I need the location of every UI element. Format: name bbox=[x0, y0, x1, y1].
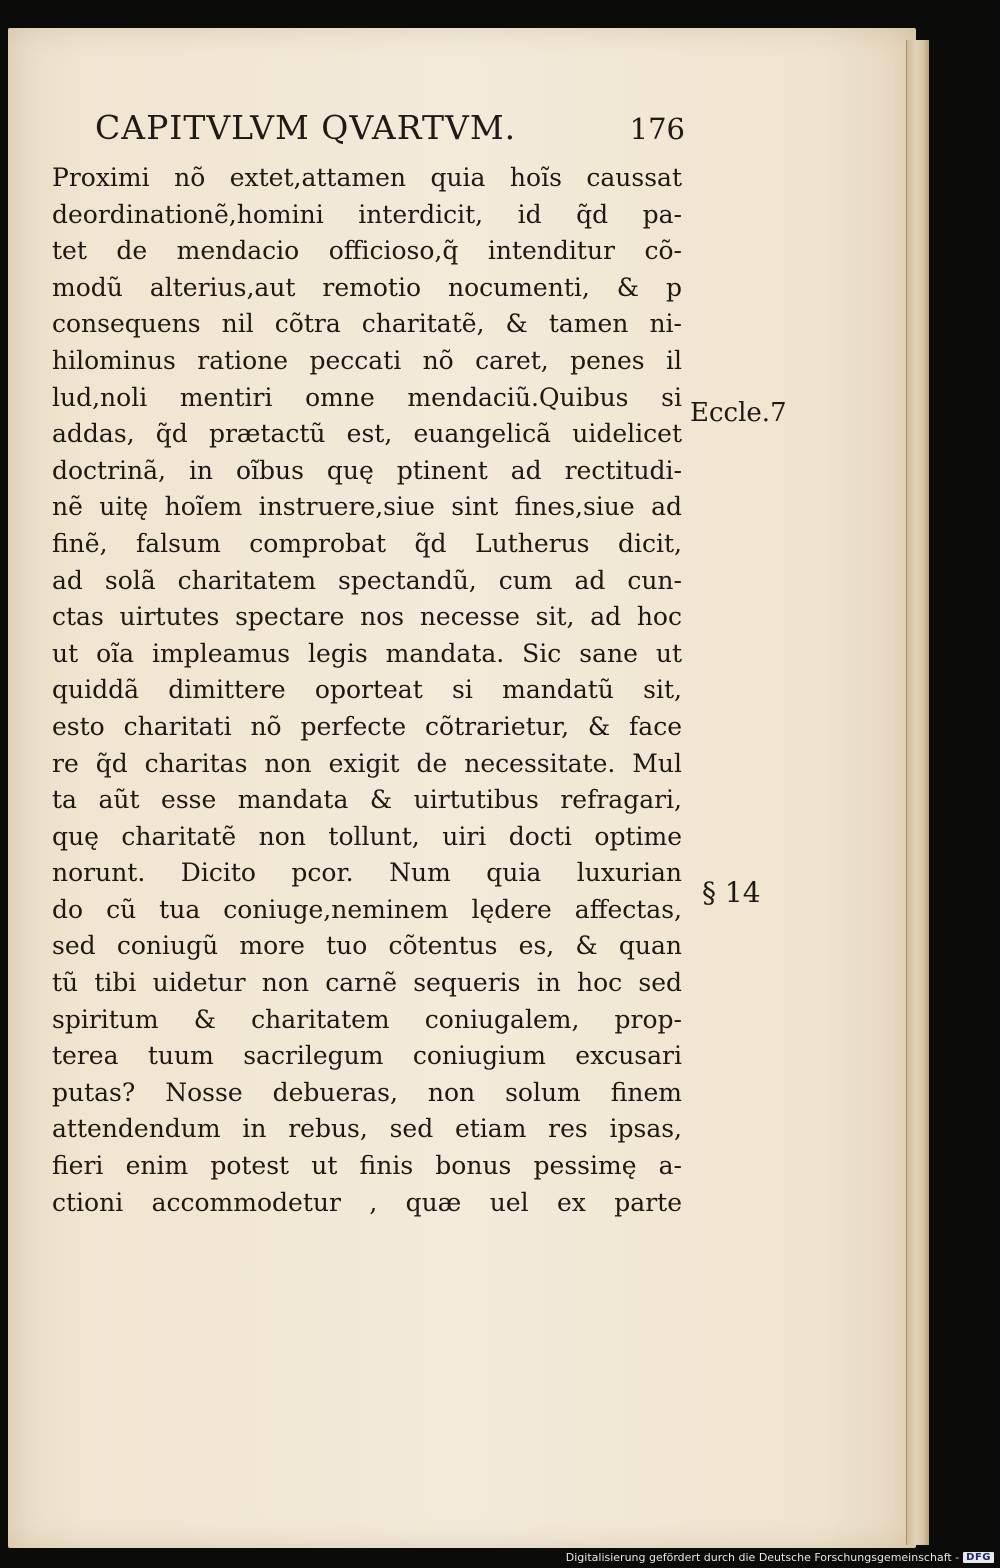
text-block bbox=[52, 160, 682, 1221]
page-number: 176 bbox=[629, 112, 685, 146]
text-line: putas? Nosse debueras, non solum finem bbox=[52, 1077, 682, 1107]
text-line: quę charitatẽ non tollunt, uiri docti optime bbox=[52, 821, 682, 851]
page-edge bbox=[906, 40, 929, 1545]
text-line: tũ tibi uidetur non carnẽ sequeris in hoc sed bbox=[52, 968, 682, 998]
text-line: spiritum & charitatem coniugalem, prop- bbox=[52, 1004, 682, 1034]
text-line: Proximi nõ extet,attamen quia hoĩs caussat bbox=[52, 163, 682, 192]
text-line: ad solã charitatem spectandũ, cum ad cun- bbox=[52, 565, 682, 595]
credit-text: Digitalisierung gefördert durch die Deutsche Forschungsgemeinschaft - bbox=[565, 1551, 960, 1564]
text-line: sed coniugũ more tuo cõtentus es, & quan bbox=[52, 931, 682, 961]
text-line: finẽ, falsum comprobat q̃d Lutherus dicit, bbox=[52, 528, 682, 558]
digitization-credit bbox=[566, 1551, 994, 1564]
running-head: CAPITVLVM QVARTVM. bbox=[95, 108, 517, 147]
text-line: ta aũt esse mandata & uirtutibus refragari, bbox=[52, 785, 682, 815]
text-line: re q̃d charitas non exigit de necessitate. Mul bbox=[52, 748, 682, 778]
text-line: modũ alterius,aut remotio nocumenti, & p bbox=[52, 272, 682, 302]
text-line: hilominus ratione peccati nõ caret, penes il bbox=[52, 345, 682, 375]
text-line: fieri enim potest ut finis bonus pessimę a- bbox=[52, 1151, 682, 1181]
page-header bbox=[95, 104, 685, 154]
dfg-logo: DFG bbox=[963, 1552, 994, 1563]
text-line: ctioni accommodetur , quæ uel ex parte bbox=[52, 1187, 682, 1217]
text-line: doctrinã, in oĩbus quę ptinent ad rectitudi- bbox=[52, 455, 682, 485]
text-line: tet de mendacio officioso,q̃ intenditur cõ- bbox=[52, 236, 682, 266]
text-line: nẽ uitę hoĩem instruere,siue sint fines,siue ad bbox=[52, 492, 682, 522]
text-line: ut oĩa impleamus legis mandata. Sic sane ut bbox=[52, 638, 682, 668]
text-line: ctas uirtutes spectare nos necesse sit, ad hoc bbox=[52, 602, 682, 632]
margin-note-eccle: Eccle.7 bbox=[690, 398, 787, 428]
text-line: norunt. Dicito pcor. Num quia luxurian bbox=[52, 858, 682, 888]
text-line: quiddã dimittere oporteat si mandatũ sit, bbox=[52, 675, 682, 705]
text-line: lud,noli mentiri omne mendaciũ.Quibus si bbox=[52, 382, 682, 412]
text-line: attendendum in rebus, sed etiam res ipsas, bbox=[52, 1114, 682, 1144]
text-line: deordinationẽ,homini interdicit, id q̃d pa- bbox=[52, 199, 682, 229]
text-line: terea tuum sacrilegum coniugium excusari bbox=[52, 1041, 682, 1071]
text-line: consequens nil cõtra charitatẽ, & tamen ni- bbox=[52, 309, 682, 339]
margin-note-section: § 14 bbox=[702, 876, 761, 909]
text-line: esto charitati nõ perfecte cõtrarietur, & face bbox=[52, 711, 682, 741]
text-line: do cũ tua coniuge,neminem lędere affectas, bbox=[52, 894, 682, 924]
text-line: addas, q̃d prætactũ est, euangelicã uidelicet bbox=[52, 419, 682, 449]
